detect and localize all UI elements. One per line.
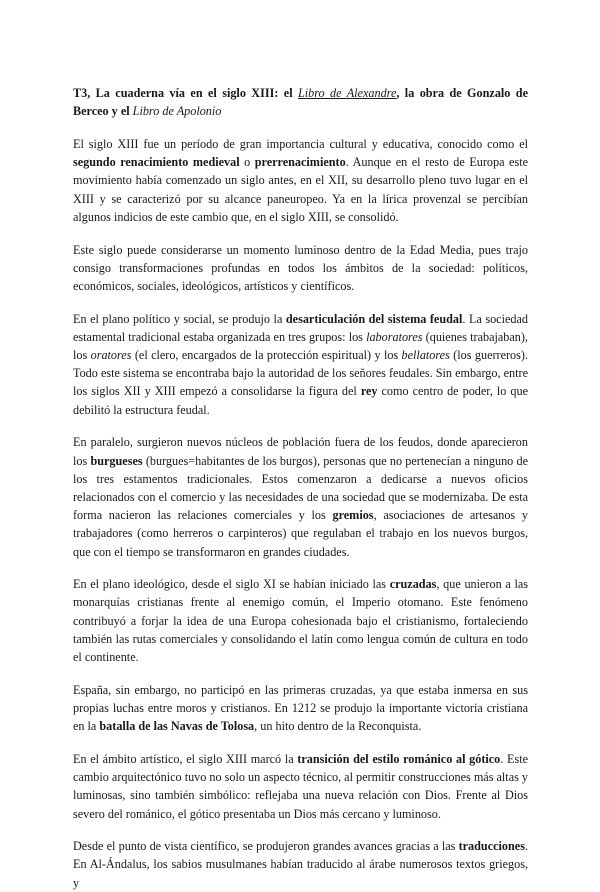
document-title [73, 84, 528, 120]
bold-term: rey [360, 384, 378, 399]
text-run: (el clero, encargados de la protección espiritual) y los [131, 348, 402, 363]
text-run: España, sin embargo, no participó en las primeras cruzadas, ya que estaba inmersa en sus propias luchas entre moros y cristianos. En 1212 se produjo la importante victoria cristiana en la [73, 682, 528, 734]
italic-term: oratores [90, 348, 132, 363]
paragraph [73, 681, 528, 736]
text-run: (quienes trabajaban), los [73, 329, 528, 363]
text-run: En el plano político y social, se produjo la [73, 311, 286, 326]
bold-term: segundo renacimiento medieval [73, 155, 240, 170]
text-run: El siglo XIII fue un período de gran importancia cultural y educativa, conocido como el [73, 137, 528, 151]
text-run: Este siglo puede considerarse un momento luminoso dentro de la Edad Media, pues trajo consigo transformaciones profundas en todos los ámbitos de la sociedad: políticos, económicos, sociales, ideológicos, artísticos y científicos. [73, 242, 528, 293]
italic-term: bellatores [401, 348, 450, 363]
text-run: En el ámbito artístico, el siglo XIII marcó la [73, 751, 298, 766]
title-text-part1: T3, La cuaderna vía en el siglo XIII: el [73, 86, 298, 100]
paragraph [73, 241, 528, 296]
document-body [73, 135, 528, 892]
text-run: En paralelo, surgieron nuevos núcleos de población fuera de los feudos, donde aparecieron los [73, 435, 528, 468]
text-run: En el plano ideológico, desde el siglo XI se habían iniciado las [73, 577, 390, 592]
text-run: , un hito dentro de la Reconquista. [254, 719, 422, 734]
text-run: o [239, 155, 255, 170]
bold-term: desarticulación del sistema feudal [285, 311, 463, 326]
title-link-libro-de-alexandre[interactable]: Libro de Alexandre [298, 86, 397, 100]
text-run: . En Al-Ándalus, los sabios musulmanes habían traducido al árabe numerosos textos griegos, y [73, 839, 528, 890]
text-run: Desde el punto de vista científico, se produjeron grandes avances gracias a las [73, 839, 459, 854]
text-run: como centro de poder, lo que debilitó la estructura feudal. [73, 384, 529, 417]
paragraph [73, 310, 528, 419]
title-italic-libro-de-apolonio: Libro de Apolonio [132, 104, 222, 118]
paragraph [73, 433, 528, 560]
paragraph [73, 750, 528, 823]
text-run: (los guerreros). Todo este sistema se encontraba bajo la autoridad de los señores feudales. Sin embargo, entre los siglos XII y XIII empezó a consolidarse la figura del [73, 348, 529, 399]
bold-term: batalla de las Navas de Tolosa [99, 719, 255, 734]
text-run: , asociaciones de artesanos y trabajadores (como herreros o carpinteros) que regulaban el trabajo en los nuevos burgos, que con el tiempo se transformaron en grandes ciudades. [73, 508, 528, 559]
text-run: , que unieron a las monarquías cristianas frente al enemigo común, el Imperio otomano. Este fenómeno contribuyó a forjar la idea de una Europa cohesionada bajo el cristianismo, fortaleciendo también las rutas comerciales y consolidando el latín como lengua común de cultura en todo el continente. [73, 577, 528, 665]
text-run: . Aunque en el resto de Europa este movimiento había comenzado un siglo antes, en el XII, su desarrollo pleno tuvo lugar en el XIII y se caracterizó por su alcance paneuropeo. Ya en la lírica provenzal se percibían algunos indicios de este cambio que, en el siglo XIII, se consolidó. [73, 155, 528, 224]
paragraph [73, 575, 528, 666]
paragraph [73, 837, 528, 892]
text-run: (burgues=habitantes de los burgos), personas que no pertenecían a ninguno de los tres estamentos tradicionales. Estos comenzaron a dedicarse a nuevos oficios relacionados con el comercio y las necesidades de una sociedad que se modernizaba. De esta forma nacieron las relaciones comerciales y los [73, 453, 528, 523]
text-run: . Este cambio arquitectónico tuvo no solo un aspecto técnico, al permitir construcciones más altas y luminosas, sino también simbólico: reflejaba una nueva relación con Dios. Frente al Dios severo del románico, el gótico presentaba un Dios más cercano y luminoso. [73, 751, 528, 821]
italic-term: laboratores [366, 329, 423, 344]
text-run: . La sociedad estamental tradicional estaba organizada en tres grupos: los [73, 311, 528, 344]
bold-term: burgueses [90, 453, 143, 468]
bold-term: prerrenacimiento [254, 155, 346, 170]
title-text-part3: , la obra de Gonzalo de Berceo y el [73, 86, 528, 118]
paragraph [73, 135, 528, 226]
bold-term: traducciones [458, 839, 525, 854]
bold-term: cruzadas [389, 577, 437, 592]
bold-term: transición del estilo románico al gótico [297, 751, 501, 766]
bold-term: gremios [332, 508, 374, 523]
